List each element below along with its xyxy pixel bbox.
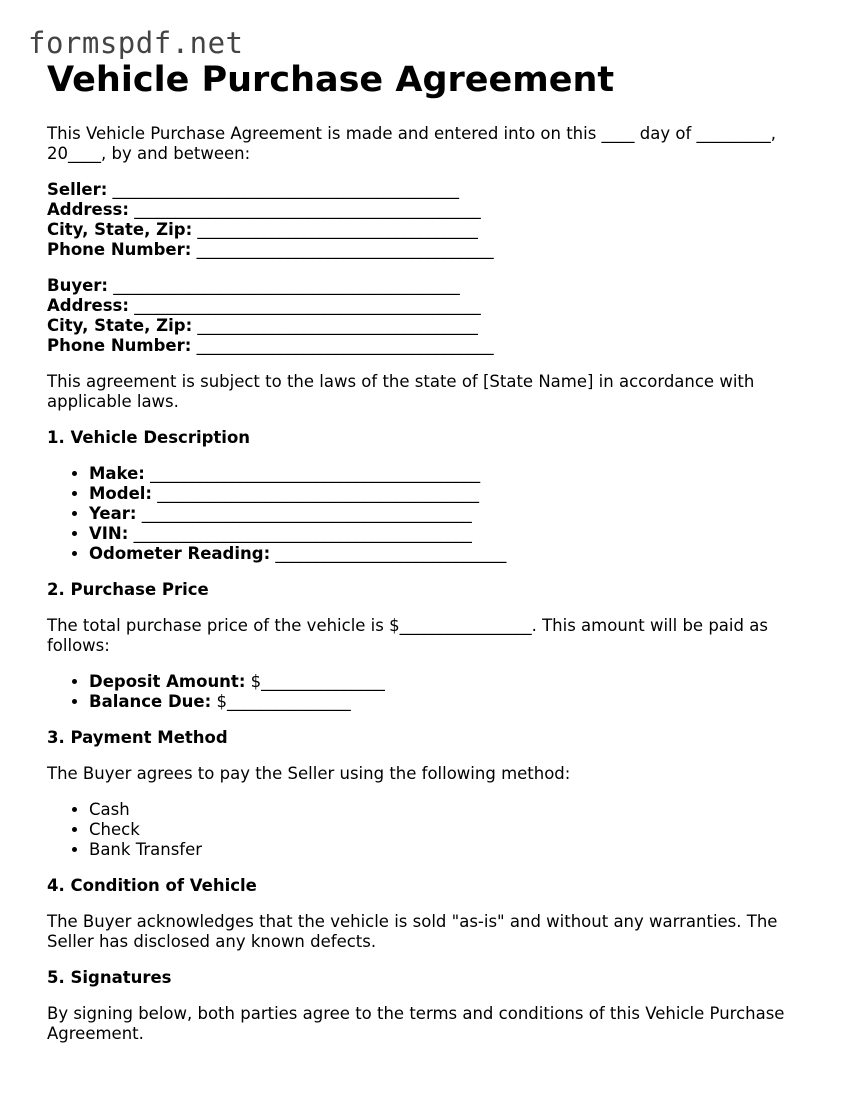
vehicle-description-list [47,464,817,564]
document-title: Vehicle Purchase Agreement [47,60,615,100]
signatures-paragraph: By signing below, both parties agree to the terms and conditions of this Vehicle Purchase Agreement. [47,1004,785,1043]
buyer-city-field[interactable] [47,316,817,336]
section-heading-signatures: 5. Signatures [47,968,172,987]
purchase-price-paragraph: The total purchase price of the vehicle is $________________. This amount will be paid as follows: [47,616,768,655]
odometer-field[interactable] [89,544,817,564]
seller-city-blank[interactable]: __________________________________ [192,220,478,239]
section-heading-purchase-price: 2. Purchase Price [47,580,209,599]
balance-blank[interactable]: $_______________ [211,692,351,711]
seller-address-blank[interactable]: __________________________________________ [128,200,481,219]
buyer-phone-blank[interactable]: ____________________________________ [191,336,494,355]
buyer-address-field[interactable] [47,296,817,316]
make-blank[interactable]: ________________________________________ [144,464,481,483]
condition-paragraph: The Buyer acknowledges that the vehicle is sold "as-is" and without any warranties. The Seller has disclosed any known defects. [47,912,778,951]
seller-address-label: Address: [47,200,129,219]
watermark-text: formspdf.net [28,26,244,60]
buyer-phone-label: Phone Number: [47,336,192,355]
balance-label: Balance Due: [89,692,212,711]
payment-amounts-list [47,672,817,712]
seller-label: Seller: [47,180,108,199]
intro-paragraph: This Vehicle Purchase Agreement is made and entered into on this ____ day of _________, 20____, by and between: [47,124,777,163]
seller-fields [47,180,817,260]
buyer-label: Buyer: [47,276,109,295]
deposit-label: Deposit Amount: [89,672,246,691]
section-heading-vehicle-description: 1. Vehicle Description [47,428,251,447]
payment-method-check: • Check [89,820,817,840]
vin-blank[interactable]: _________________________________________ [128,524,472,543]
vin-field[interactable] [89,524,817,544]
odometer-blank[interactable]: ____________________________ [270,544,507,563]
deposit-amount-field[interactable] [89,672,817,692]
balance-due-field[interactable] [89,692,817,712]
buyer-phone-field[interactable] [47,336,817,356]
seller-phone-label: Phone Number: [47,240,192,259]
buyer-city-label: City, State, Zip: [47,316,193,335]
buyer-name-field[interactable] [47,276,817,296]
make-field[interactable] [89,464,817,484]
make-label: Make: [89,464,145,483]
section-heading-condition: 4. Condition of Vehicle [47,876,257,895]
buyer-address-label: Address: [47,296,129,315]
buyer-fields [47,276,817,356]
payment-method-paragraph: The Buyer agrees to pay the Seller using the following method: [47,764,571,783]
model-blank[interactable]: _______________________________________ [152,484,480,503]
vin-label: VIN: [89,524,129,543]
buyer-address-blank[interactable]: __________________________________________ [128,296,481,315]
payment-method-bank-transfer: • Bank Transfer [89,840,817,860]
year-field[interactable] [89,504,817,524]
buyer-city-blank[interactable]: __________________________________ [192,316,478,335]
year-blank[interactable]: ________________________________________ [136,504,472,523]
payment-method-cash: • Cash [89,800,817,820]
year-label: Year: [89,504,137,523]
model-label: Model: [89,484,153,503]
seller-address-field[interactable] [47,200,817,220]
payment-method-list [47,800,817,860]
odometer-label: Odometer Reading: [89,544,271,563]
seller-name-field[interactable] [47,180,817,200]
seller-city-label: City, State, Zip: [47,220,193,239]
section-heading-payment-method: 3. Payment Method [47,728,228,747]
document-page [47,58,817,1060]
deposit-blank[interactable]: $_______________ [245,672,385,691]
seller-city-field[interactable] [47,220,817,240]
buyer-blank[interactable]: __________________________________________ [108,276,460,295]
seller-phone-field[interactable] [47,240,817,260]
model-field[interactable] [89,484,817,504]
seller-blank[interactable]: __________________________________________ [107,180,460,199]
seller-phone-blank[interactable]: ____________________________________ [191,240,494,259]
law-paragraph: This agreement is subject to the laws of the state of [State Name] in accordance with applicable laws. [47,372,755,411]
